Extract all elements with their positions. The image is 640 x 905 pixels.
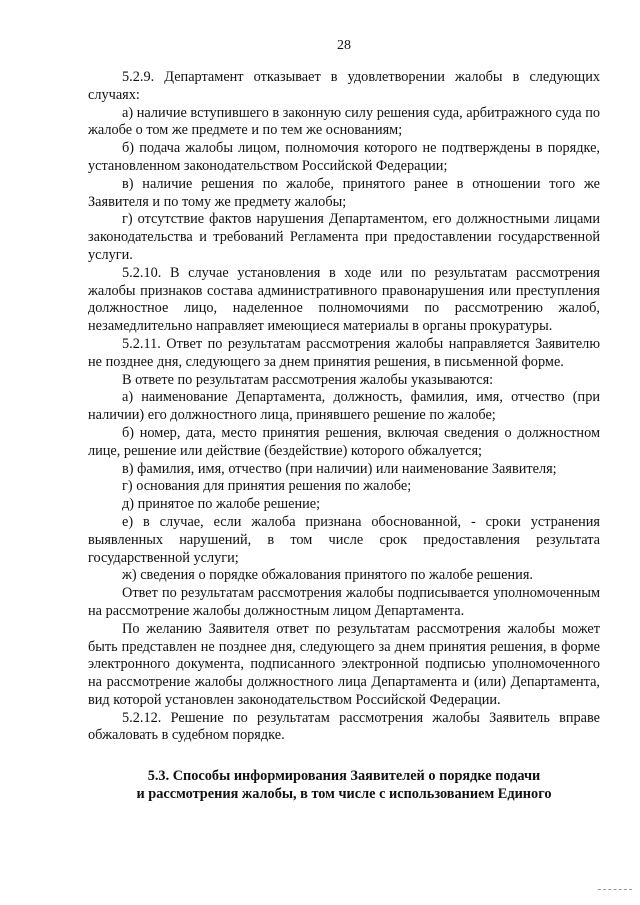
scan-mark — [598, 889, 632, 891]
heading-line: 5.3. Способы информирования Заявителей о порядке подачи — [147, 768, 541, 785]
paragraph-answer-contents: В ответе по результатам рассмотрения жалобы указываются: — [122, 371, 494, 388]
list-item-zh: ж) сведения о порядке обжалования принятого по жалобе решения. — [122, 567, 533, 584]
list-item-a: а) наличие вступившего в законную силу решения суда, арбитражного суда по жалобе о том же предмете и по тем же основаниям; — [88, 104, 600, 139]
paragraph-5-2-9: 5.2.9. Департамент отказывает в удовлетворении жалобы в следующих случаях: — [88, 69, 600, 103]
paragraph-5-2-12: 5.2.12. Решение по результатам рассмотрения жалобы Заявитель вправе обжаловать в судебном порядке. — [88, 709, 600, 744]
paragraph-5-2-11: 5.2.11. Ответ по результатам рассмотрения жалобы направляется Заявителю не позднее дня, следующего за днем принятия решения, в письменной форме. — [88, 335, 600, 370]
section-heading-5-3 — [88, 767, 600, 803]
paragraph-5-2-10: 5.2.10. В случае установления в ходе или по результатам рассмотрения жалобы признаков состава административного правонарушения или преступления должностное лицо, наделенное полномочиями по рассмотрению жалоб, незамедлительно направляет имеющиеся материалы в органы прокуратуры. — [88, 264, 600, 335]
list-item-b: б) номер, дата, место принятия решения, включая сведения о должностном лице, решение или действие (бездействие) которого обжалуется; — [88, 424, 600, 459]
body-text — [88, 69, 600, 745]
list-item-d: д) принятое по жалобе решение; — [122, 496, 321, 513]
list-item-e: е) в случае, если жалоба признана обоснованной, - сроки устранения выявленных нарушений, в том числе срок предоставления результата государственной услуги; — [88, 513, 600, 566]
list-item-b: б) подача жалобы лицом, полномочия которого не подтверждены в порядке, установленном законодательством Российской Федерации; — [88, 140, 600, 174]
paragraph-electronic-answer: По желанию Заявителя ответ по результатам рассмотрения жалобы может быть представлен не позднее дня, следующего за днем принятия решения, в форме электронного документа, подписанного электронной подписью уполномоченного на рассмотрение жалобы должностного лица Департамента и (или) Департамента, вид которой установлен законодательством Российской Федерации. — [88, 620, 600, 708]
paragraph-answer-signature: Ответ по результатам рассмотрения жалобы подписывается уполномоченным на рассмотрение жалобы должностным лицом Департамента. — [88, 585, 600, 619]
list-item-g: г) основания для принятия решения по жалобе; — [122, 478, 412, 495]
list-item-v: в) наличие решения по жалобе, принятого ранее в отношении того же Заявителя и по тому же предмету жалобы; — [88, 175, 600, 210]
list-item-a: а) наименование Департамента, должность, фамилия, имя, отчество (при наличии) его должностного лица, принявшего решение по жалобе; — [88, 389, 600, 424]
heading-line: и рассмотрения жалобы, в том числе с использованием Единого — [136, 786, 552, 803]
list-item-g: г) отсутствие фактов нарушения Департаментом, его должностными лицами законодательства и требований Регламента при предоставлении государственной услуги. — [88, 211, 600, 263]
page-number: 28 — [337, 38, 351, 53]
list-item-v: в) фамилия, имя, отчество (при наличии) или наименование Заявителя; — [122, 460, 557, 477]
